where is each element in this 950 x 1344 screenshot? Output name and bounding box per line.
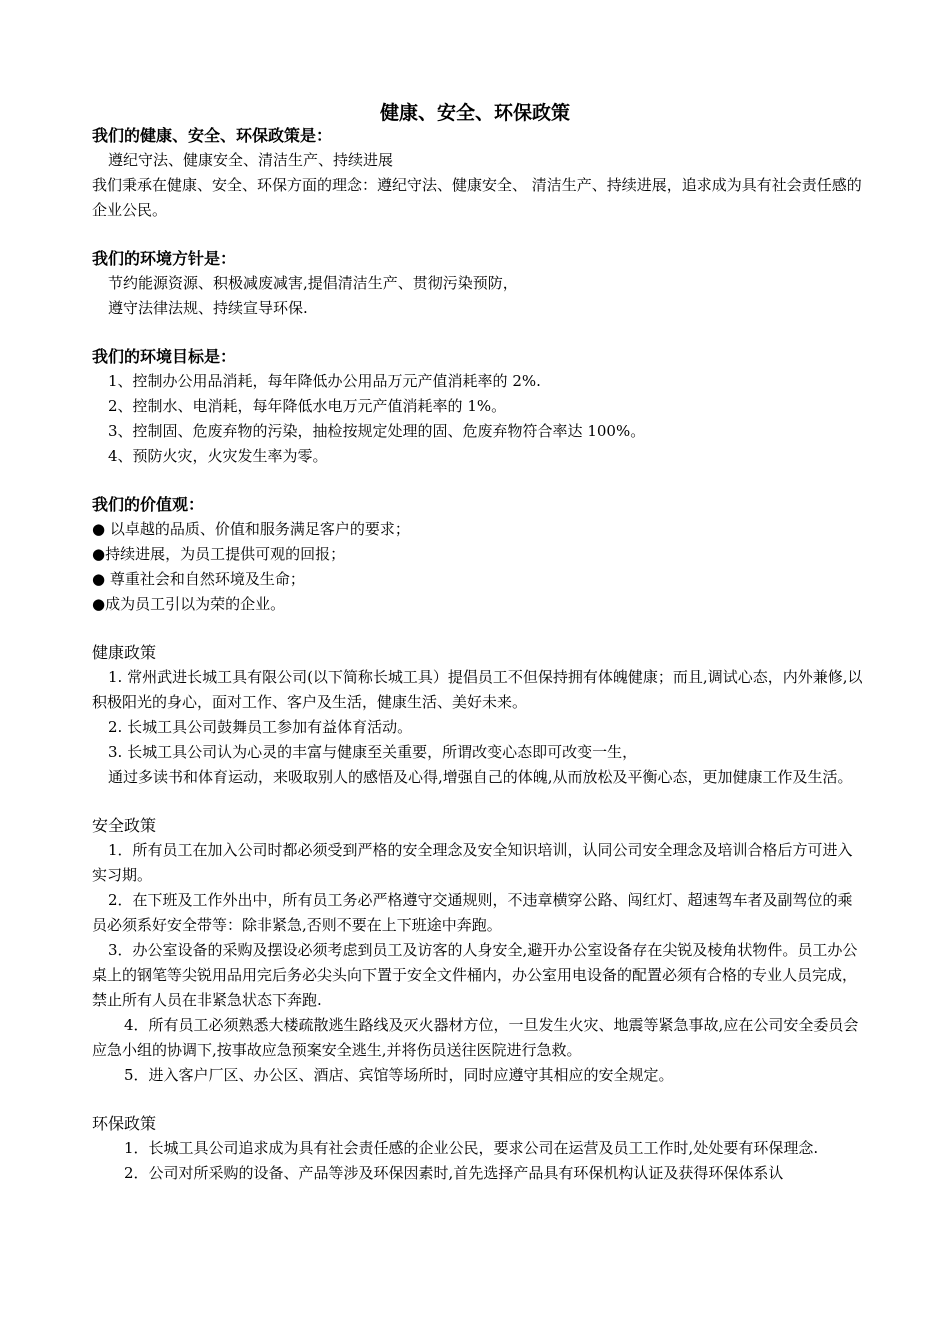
paragraph-text: 通过多读书和体育运动，来吸取别人的感悟及心得,增强自己的体魄,从而放松及平衡心态，更加健康工作及生活。 <box>108 768 853 786</box>
section-heading-values: 我们的价值观： <box>92 495 205 514</box>
section-heading-safety-policy: 安全政策 <box>92 816 157 835</box>
paragraph: 节约能源资源、积极减废减害,提倡清洁生产、贯彻污染预防， <box>108 274 518 292</box>
paragraph: 遵守法律法规、持续宣导环保. <box>108 299 308 317</box>
list-item <box>92 938 864 1013</box>
list-item: ● 尊重社会和自然环境及生命； <box>92 570 305 588</box>
list-item <box>92 665 864 715</box>
list-item: 3. 长城工具公司认为心灵的丰富与健康至关重要，所谓改变心态即可改变一生， <box>108 743 638 761</box>
document-body <box>92 124 864 1186</box>
list-item-text: 4．所有员工必须熟悉大楼疏散逃生路线及灭火器材方位，一旦发生火灾、地震等紧急事故,应在公司安全委员会应急小组的协调下,按事故应急预案安全逃生,并将伤员送往医院进行急救。 <box>92 1016 859 1059</box>
list-item: 1、控制办公用品消耗，每年降低办公用品万元产值消耗率的 2%. <box>108 372 541 390</box>
list-item: 5．进入客户厂区、办公区、酒店、宾馆等场所时，同时应遵守其相应的安全规定。 <box>124 1066 674 1084</box>
list-item <box>92 1161 864 1186</box>
list-item: 4、预防火灾，火灾发生率为零。 <box>108 447 328 465</box>
list-item: ●持续进展，为员工提供可观的回报； <box>92 545 346 563</box>
section-heading-environment-targets: 我们的环境目标是： <box>92 347 237 366</box>
section-heading-environmental-policy: 环保政策 <box>92 1114 157 1133</box>
list-item-text: 2．在下班及工作外出中，所有员工务必严格遵守交通规则，不违章横穿公路、闯红灯、超速驾车者及副驾位的乘员必须系好安全带等：除非紧急,否则不要在上下班途中奔跑。 <box>92 891 853 934</box>
list-item <box>92 888 864 938</box>
list-item: ●成为员工引以为荣的企业。 <box>92 595 286 613</box>
list-item <box>92 1136 864 1161</box>
paragraph: 遵纪守法、健康安全、清洁生产、持续进展 <box>108 151 394 169</box>
list-item: 2. 长城工具公司鼓舞员工参加有益体育活动。 <box>108 718 413 736</box>
section-heading-environment-guideline: 我们的环境方针是： <box>92 249 237 268</box>
paragraph: 我们秉承在健康、安全、环保方面的理念：遵纪守法、健康安全、 清洁生产、持续进展，追求成为具有社会责任感的企业公民。 <box>92 176 862 219</box>
list-item-text: 2．公司对所采购的设备、产品等涉及环保因素时,首先选择产品具有环保机构认证及获得环保体系认 <box>124 1164 784 1182</box>
section-heading-health-policy: 健康政策 <box>92 643 157 662</box>
list-item-text: 1．长城工具公司追求成为具有社会责任感的企业公民，要求公司在运营及员工工作时,处处要有环保理念. <box>124 1139 819 1157</box>
list-item <box>92 1013 864 1063</box>
list-item-text: 1. 常州武进长城工具有限公司(以下简称长城工具）提倡员工不但保持拥有体魄健康；而且,调试心态，内外兼修,以积极阳光的身心，面对工作、客户及生活，健康生活、美好未来。 <box>92 668 863 711</box>
list-item-text: 3．办公室设备的采购及摆设必须考虑到员工及访客的人身安全,避开办公室设备存在尖锐及棱角状物件。员工办公桌上的钢笔等尖锐用品用完后务必尖头向下置于安全文件桶内，办公室用电设备的配置必须有合格的专业人员完成，禁止所有人员在非紧急状态下奔跑. <box>92 941 858 1009</box>
list-item-text: 1．所有员工在加入公司时都必须受到严格的安全理念及安全知识培训，认同公司安全理念及培训合格后方可进入实习期。 <box>92 841 853 884</box>
list-item: ● 以卓越的品质、价值和服务满足客户的要求； <box>92 520 410 538</box>
page-title: 健康、安全、环保政策 <box>379 102 570 124</box>
list-item <box>92 838 864 888</box>
paragraph <box>92 765 864 790</box>
list-item: 3、控制固、危废弃物的污染，抽检按规定处理的固、危废弃物符合率达 100%。 <box>108 422 646 440</box>
section-heading-hse-policy: 我们的健康、安全、环保政策是： <box>92 126 333 145</box>
list-item: 2、控制水、电消耗，每年降低水电万元产值消耗率的 1%。 <box>108 397 507 415</box>
